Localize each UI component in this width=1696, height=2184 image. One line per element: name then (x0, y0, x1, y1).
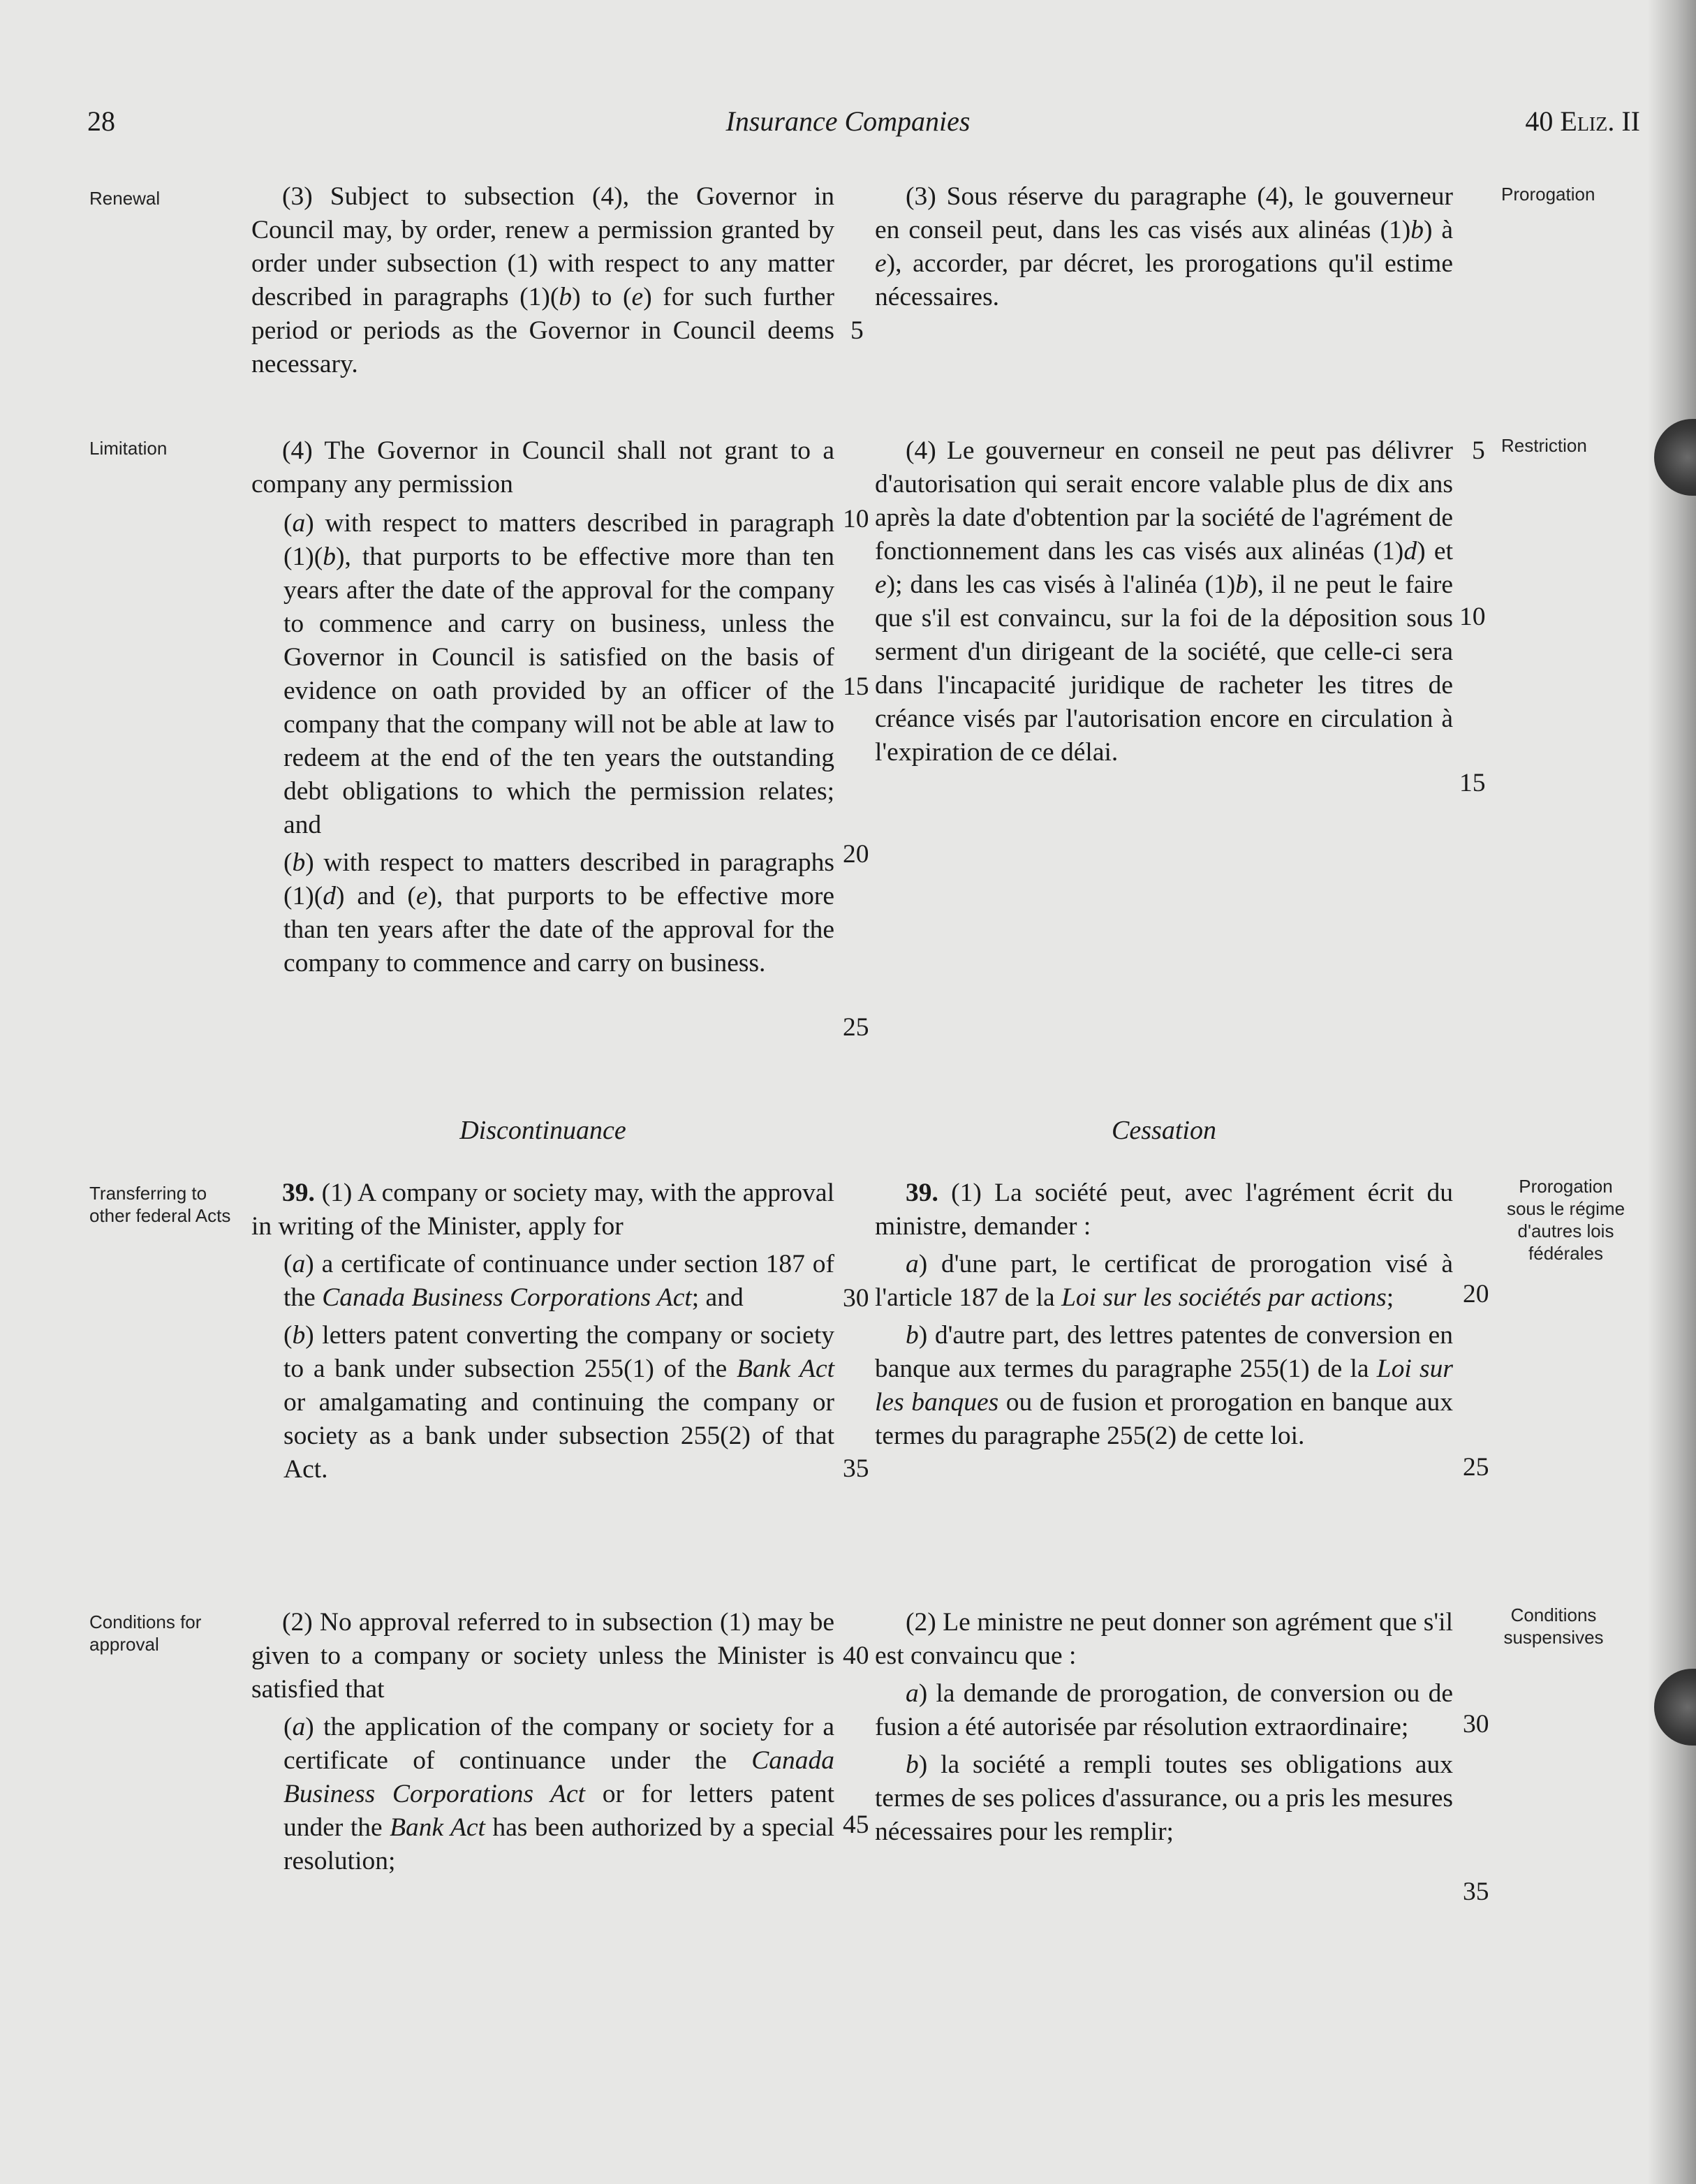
note-transferring: Transferring to other federal Acts (89, 1183, 231, 1226)
fr-article-39-1: 39. (1) La société peut, avec l'agrément écrit du ministre, demander : a) d'une part, le certificat de prorogation visé à l'article 187 de la Loi sur les sociétés par actions; b) d'autre part, des lettres patentes de conversion en banque aux termes du paragraphe 255(1) de la Loi sur les banques ou de fusion et prorogation en banque aux termes du paragraphe 255(2) de cette loi. (875, 1179, 1453, 1450)
line-number: 45 (843, 1810, 869, 1839)
note-conditions-suspensives: Conditions suspensives (1503, 1604, 1604, 1648)
fr-paragraphe-38-3: (3) Sous réserve du paragraphe (4), le gouverneur en conseil peut, dans les cas visés aux alinéas (1)b) à e), accorder, par décret, les prorogations qu'il estime nécessaires. (875, 182, 1453, 311)
heading-discontinuance: Discontinuance (459, 1116, 626, 1145)
page-number: 28 (87, 105, 115, 137)
line-number: 20 (843, 840, 869, 869)
line-number: 20 (1463, 1280, 1489, 1308)
note-prorogation: Prorogation (1501, 184, 1595, 205)
note-restriction: Restriction (1501, 435, 1587, 456)
fr-paragraphe-38-4: (4) Le gouverneur en conseil ne peut pas délivrer d'autorisation qui serait encore valable plus de dix ans après la date d'obtention par la société de l'agrément de fonctionnement dans les cas visés aux alinéas (1)d) et e); dans les cas visés à l'alinéa (1)b), il ne peut le faire que s'il est convaincu, sur la foi de la déposition sous serment d'un dirigeant de la société, que celle-ci sera dans l'incapacité juridique de racheter les titres de créance visés par l'autorisation encore en circulation à l'expiration de ce délai. (875, 436, 1454, 767)
fr-article-39-2: (2) Le ministre ne peut donner son agrément que s'il est convaincu que : a) la demande de prorogation, de conversion ou de fusion a été autorisée par résolution extraordinaire; b) la société a rempli toutes ses obligations aux termes de ses polices d'assurance, ou a pris les mesures nécessaires pour les remplir; (875, 1608, 1453, 1846)
note-renewal: Renewal (89, 188, 161, 209)
line-number: 10 (1459, 603, 1486, 631)
note-limitation: Limitation (89, 438, 168, 459)
line-number: 15 (1459, 769, 1486, 797)
line-number: 15 (843, 672, 869, 701)
en-section-39-1: 39. (1) A company or society may, with the approval in writing of the Minister, apply for (a) a certificate of continuance under section 187 of the Canada Business Corporations Act; and (b) letters patent converting the company or society to a bank under subsection 255(1) of the Bank Act or amalgamating and continuing the company or society as a bank under subsection 255(2) of that Act. (251, 1179, 835, 1484)
line-number: 25 (1463, 1453, 1489, 1482)
line-number: 30 (843, 1284, 869, 1313)
regnal-year: 40 Eliz. II (1525, 105, 1640, 137)
line-number: 5 (850, 316, 864, 345)
en-section-39-2: (2) No approval referred to in subsection (1) may be given to a company or society unless the Minister is satisfied that (a) the application of the company or society for a certificate of continuance under the Canada Business Corporations Act or for letters patent under the Bank Act has been authorized by a special resolution; (251, 1608, 835, 1875)
line-number: 40 (843, 1641, 869, 1670)
note-prorogation-federal: Prorogation sous le régime d'autres lois fédérales (1506, 1176, 1625, 1264)
page-edge-shadow (1647, 0, 1696, 2184)
line-number: 5 (1472, 436, 1485, 465)
line-number: 30 (1463, 1710, 1489, 1739)
en-subsection-38-4: (4) The Governor in Council shall not grant to a company any permission (a) with respect to matters described in paragraph (1)(b), that purports to be effective more than ten years after the date of the approval for the company to commence and carry on business, unless the Governor in Council is satisfied on the basis of evidence on oath provided by an officer of the company that the company will not be able at law to redeem at the end of the ten years the outstanding debt obligations to which the permission relates; and (b) with respect to matters described in paragraphs (1)(d) and (e), that purports to be effective more than ten years after the date of the approval for the company to commence and carry on business. (251, 436, 834, 977)
line-number: 35 (843, 1454, 869, 1483)
line-number: 35 (1463, 1877, 1489, 1906)
heading-cessation: Cessation (1112, 1116, 1216, 1145)
en-subsection-38-3: (3) Subject to subsection (4), the Governor in Council may, by order, renew a permission granted by order under subsection (1) with respect to any matter described in paragraphs (1)(b) to (e) for such further period or periods as the Governor in Council deems necessary. (251, 182, 834, 378)
running-title: Insurance Companies (725, 105, 971, 137)
note-conditions-approval: Conditions for approval (89, 1611, 202, 1655)
line-number: 25 (843, 1013, 869, 1042)
line-number: 10 (843, 505, 869, 533)
